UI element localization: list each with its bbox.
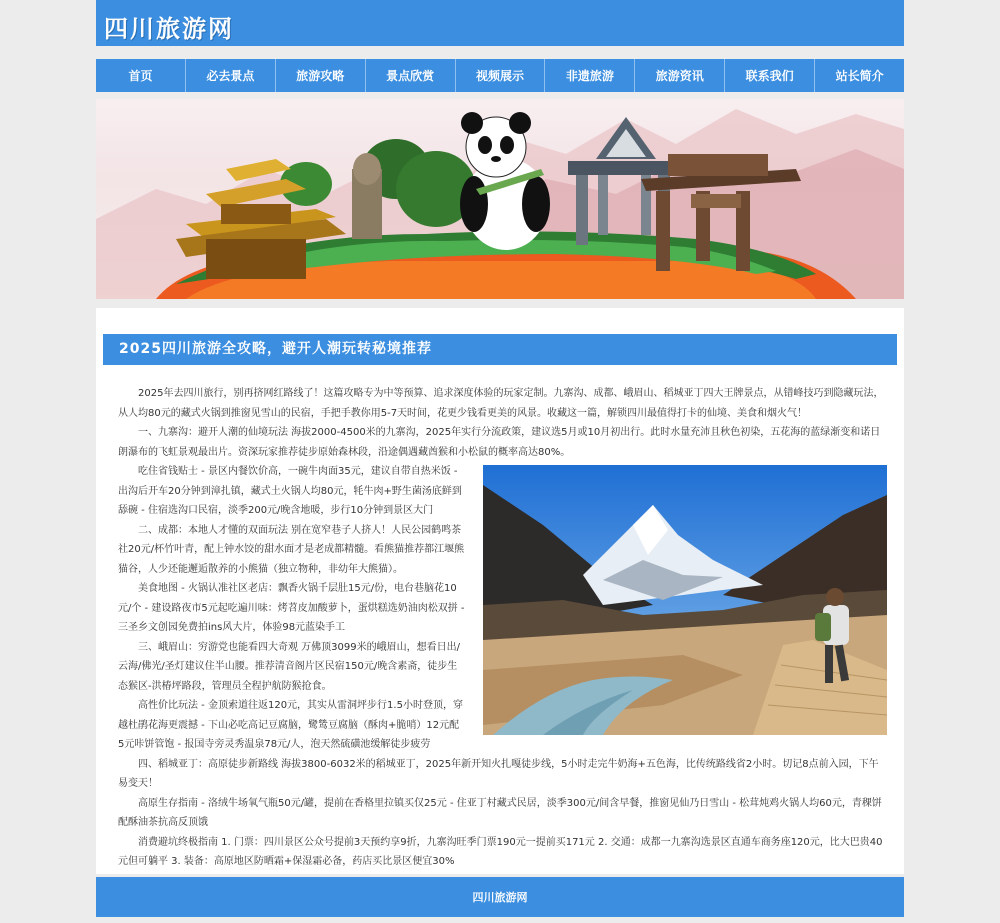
- article-paragraph: 消费避坑终极指南 1. 门票：四川景区公众号提前3天预约享9折，九寨沟旺季门票190元一提前买171元 2. 交通：成都一九寨沟选景区直通车商务座120元，比大巴贵40元但可躺平 3. 装备：高原地区防晒霜+保湿霜必备，药店买比景区便宜30%: [118, 836, 883, 867]
- site-footer: [96, 877, 904, 917]
- article-paragraph: 2025年去四川旅行，别再挤网红路线了！这篇攻略专为中等预算、追求深度体验的玩家定制。九寨沟、成都、峨眉山、稻城亚丁四大王牌景点，从错峰技巧到隐藏玩法，从人均80元的藏式火锅到推窗见雪山的民宿，手把手教你用5-7天时间，花更少钱看更美的风景。收藏这一篇，解锁四川最值得打卡的仙境、美食和烟火气！: [118, 388, 884, 419]
- article-paragraph: 高性价比玩法 - 金顶索道往返120元，其实从雷洞坪步行1.5小时登顶，穿越杜鹃花海更震撼 - 下山必吃高记豆腐脑，鹭鸶豆腐脑（酥肉+脆哨）12元配5元咔饼管饱 - 报国寺旁灵秀温泉78元/人，泡天然硫磺池缓解徒步疲劳: [118, 700, 463, 750]
- article-paragraph: 吃住省钱贴士 - 景区内餐饮价高，一碗牛肉面35元，建议自带自热米饭 - 出沟后开车20分钟到漳扎镇，藏式土火锅人均80元，牦牛肉+野生菌汤底鲜到舔碗 - 住宿选沟口民宿，淡季200元/晚含地暖，步行10分钟到景区大门: [118, 466, 462, 516]
- nav-item-contact[interactable]: 联系我们: [725, 59, 815, 92]
- site-title[interactable]: 四川旅游网: [104, 15, 234, 43]
- site-header: [96, 0, 904, 46]
- main-content: [96, 308, 904, 874]
- mountain-hiker-photo: [483, 465, 887, 735]
- nav-item-heritage[interactable]: 非遗旅游: [545, 59, 635, 92]
- nav-item-home[interactable]: 首页: [96, 59, 186, 92]
- nav-item-scenery[interactable]: 景点欣赏: [366, 59, 456, 92]
- nav-item-guides[interactable]: 旅游攻略: [276, 59, 366, 92]
- footer-text: 四川旅游网: [472, 891, 528, 904]
- article-body: [118, 384, 884, 872]
- hero-banner-image: [96, 99, 904, 299]
- article-paragraph: 美食地图 - 火锅认准社区老店：飘香火锅千层肚15元/份，电台巷脑花10元/个 - 建设路夜市5元起吃遍川味：烤苕皮加酸萝卜，蛋烘糕选奶油肉松双拼 - 三圣乡文创园免费拍ins风大片，体验98元蓝染手工: [118, 583, 465, 633]
- nav-item-videos[interactable]: 视频展示: [456, 59, 546, 92]
- nav-item-about[interactable]: 站长简介: [835, 69, 884, 83]
- article-paragraph: 高原生存指南 - 洛绒牛场氧气瓶50元/罐，提前在香格里拉镇买仅25元 - 住亚丁村藏式民居，淡季300元/间含早餐，推窗见仙乃日雪山 - 松茸炖鸡火锅人均60元，青稞饼配酥油茶抗高反顶饿: [118, 797, 882, 828]
- nav-item-must-see[interactable]: 必去景点: [186, 59, 276, 92]
- main-nav: [96, 59, 904, 92]
- article-paragraph: 二、成都：本地人才懂的双面玩法 别在宽窄巷子人挤人！人民公园鹤鸣茶社20元/杯竹叶青，配上钟水饺的甜水面才是老成都精髓。看熊猫推荐都江堰熊猫谷，人少还能邂逅散养的小熊猫（独立物种，非幼年大熊猫）。: [118, 524, 465, 575]
- article-title: 2025四川旅游全攻略，避开人潮玩转秘境推荐: [103, 334, 897, 365]
- hero-banner: [96, 99, 904, 299]
- nav-item-news[interactable]: 旅游资讯: [635, 59, 725, 92]
- article-paragraph: 一、九寨沟：避开人潮的仙境玩法 海拔2000-4500米的九寨沟，2025年实行分流政策，建议选5月或10月初出行。此时水量充沛且秋色初染，五花海的蓝绿渐变和诺日朗瀑布的飞虹景观最出片。资深玩家推荐徒步原始森林段，沿途偶遇藏酋猴和小松鼠的概率高达80%。: [118, 427, 881, 458]
- article-photo-yading: [483, 465, 887, 735]
- article-paragraph: 四、稻城亚丁：高原徒步新路线 海拔3800-6032米的稻城亚丁，2025年新开知火扎嘎徒步线，5小时走完牛奶海+五色海，比传统路线省2小时。切记8点前入园，下午易变天！: [118, 758, 879, 789]
- article-paragraph: 三、峨眉山：穷游党也能看四大奇观 万佛顶3099米的峨眉山，想看日出/云海/佛光/圣灯建议住半山腰。推荐清音阁片区民宿150元/晚含素斋，徒步生态猴区-洪椿坪路段，管理员全程护航防猴抢食。: [118, 641, 460, 692]
